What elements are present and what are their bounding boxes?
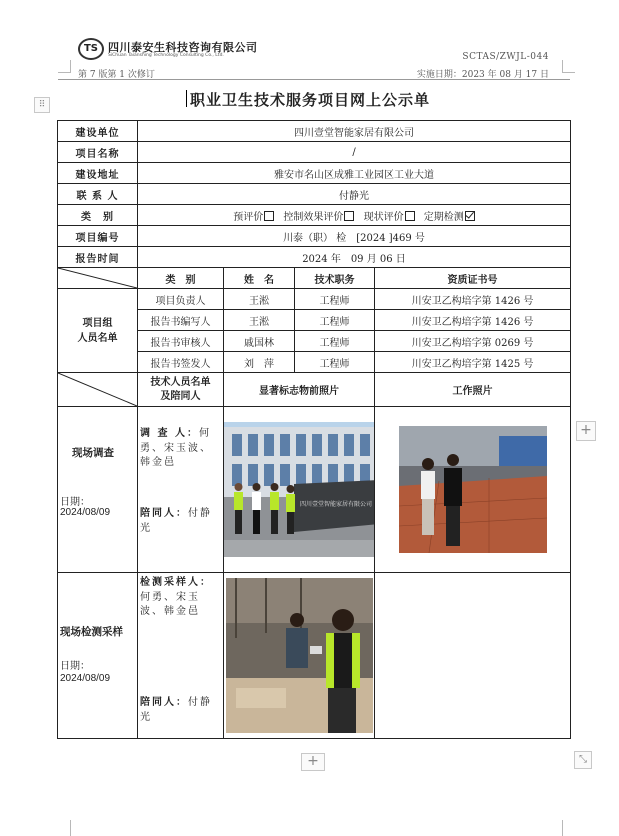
survey-date-label: 日期： [60,497,90,508]
table-row [58,184,571,205]
sign-text: 四川壹堂智能家居有限公司 [299,501,373,508]
unit-value[interactable]: 四川壹堂智能家居有限公司 [138,121,571,142]
header-divider [58,79,570,80]
table-row [58,226,571,247]
empty-photo-cell [375,573,571,739]
escort[interactable]: 付静光 [140,508,212,534]
project-name-label: 项目名称 [58,142,138,163]
staff-title[interactable]: 工程师 [295,331,375,352]
report-time-value[interactable]: 2024 年 09 月 06 日 [138,247,571,268]
sampling-label: 现场检测采样 [60,626,123,638]
corner-mark-bl [58,820,71,836]
text-cursor [186,90,187,107]
survey-staff-cell [138,407,224,573]
staff-header-cert: 资质证书号 [375,268,571,289]
sampling-date: 2024/08/09 [60,673,111,684]
add-row-button[interactable]: + [301,753,325,771]
company-name: 四川泰安生科技咨询有限公司 [108,41,258,54]
escort-label: 陪同人： [140,697,188,708]
category-options [138,205,571,226]
samplers[interactable]: 何勇、宋玉波、韩金邑 [140,591,200,617]
drag-handle-icon[interactable]: ⠿ [34,97,50,113]
contact-label: 联 系 人 [58,184,138,205]
staff-header-category: 类 别 [138,268,224,289]
page-title: 职业卫生技术服务项目网上公示单 [189,91,430,109]
project-number-value[interactable]: 川泰（职） 检 [2024 ]469 号 [138,226,571,247]
corner-mark-tl [58,60,71,73]
staff-header-name: 姓 名 [224,268,295,289]
contact-value[interactable]: 付静光 [138,184,571,205]
project-name-value[interactable]: / [138,142,571,163]
work-photo [399,426,547,553]
table-row [58,142,571,163]
staff-role: 报告书编写人 [138,310,224,331]
diagonal-cell [58,373,138,407]
work-photo-header: 工作照片 [375,373,571,407]
staff-cert[interactable]: 川安卫乙构培字第 1425 号 [375,352,571,373]
sampling-row [58,573,571,739]
report-time-label: 报告时间 [58,247,138,268]
photos-header-row [58,373,571,407]
table-row [58,121,571,142]
table-row [58,163,571,184]
company-logo: TS [78,38,104,60]
landmark-photo-cell [224,407,375,573]
add-column-button[interactable]: + [576,421,596,441]
escort-label: 陪同人： [140,508,188,519]
staff-role: 项目负责人 [138,289,224,310]
disclosure-table [57,120,571,739]
category-checkbox[interactable] [405,211,415,221]
samplers-label: 检测采样人： [140,577,212,588]
survey-label-cell [58,407,138,573]
staff-cert[interactable]: 川安卫乙构培字第 0269 号 [375,331,571,352]
staff-row [58,289,571,310]
unit-label: 建设单位 [58,121,138,142]
category-checkbox[interactable] [344,211,354,221]
staff-cert[interactable]: 川安卫乙构培字第 1426 号 [375,310,571,331]
address-label: 建设地址 [58,163,138,184]
project-number-label: 项目编号 [58,226,138,247]
staff-title[interactable]: 工程师 [295,352,375,373]
staff-name[interactable]: 王淞 [224,310,295,331]
sampling-staff-cell [138,573,224,739]
table-row [58,205,571,226]
staff-cert[interactable]: 川安卫乙构培字第 1426 号 [375,289,571,310]
sampling-label-cell [58,573,138,739]
category-option: 定期检测 [423,211,464,223]
category-option: 现状评价 [363,211,404,223]
category-option: 控制效果评价 [283,211,344,223]
category-checkbox[interactable] [465,211,475,221]
staff-header-row [58,268,571,289]
staff-name[interactable]: 戚国林 [224,331,295,352]
corner-mark-tr [562,60,575,73]
sampling-photo-cell [224,573,375,739]
address-value[interactable]: 雅安市名山区成雅工业园区工业大道 [138,163,571,184]
staff-group-label: 项目组 人员名单 [58,289,138,373]
category-label: 类 别 [58,205,138,226]
investigators-label: 调 查 人： [140,428,199,439]
effective-date: 实施日期：2023 年 08 月 17 日 [416,70,549,80]
category-checkbox[interactable] [264,211,274,221]
landmark-photo [224,422,375,557]
staff-role: 报告书签发人 [138,352,224,373]
staff-role: 报告书审核人 [138,331,224,352]
staff-title[interactable]: 工程师 [295,310,375,331]
work-photo-cell [375,407,571,573]
category-option: 预评价 [233,211,264,223]
doc-number: SCTAS/ZWJL-044 [462,52,549,62]
edition-info: 第 7 版第 1 次修订 [78,70,155,80]
survey-label: 现场调查 [72,447,114,459]
sampling-photo [226,578,373,733]
company-name-en: SiChuan Taianshing Technology Consulting Co., Ltd. [108,53,224,58]
sampling-date-label: 日期： [60,661,90,672]
landmark-photo-header: 显著标志物前照片 [224,373,375,407]
corner-mark-br [562,820,575,836]
staff-header-title: 技术职务 [295,268,375,289]
resize-table-icon[interactable]: ⤡ [574,751,592,769]
staff-list-header: 技术人员名单 及陪同人 [138,373,224,407]
table-row [58,247,571,268]
survey-date: 2024/08/09 [60,507,111,518]
staff-name[interactable]: 王淞 [224,289,295,310]
investigators[interactable]: 何勇、宋玉波、韩金邑 [140,428,212,468]
staff-title[interactable]: 工程师 [295,289,375,310]
escort[interactable]: 付静光 [140,697,212,723]
staff-name[interactable]: 刘 萍 [224,352,295,373]
survey-row [58,407,571,573]
diagonal-cell [58,268,138,289]
